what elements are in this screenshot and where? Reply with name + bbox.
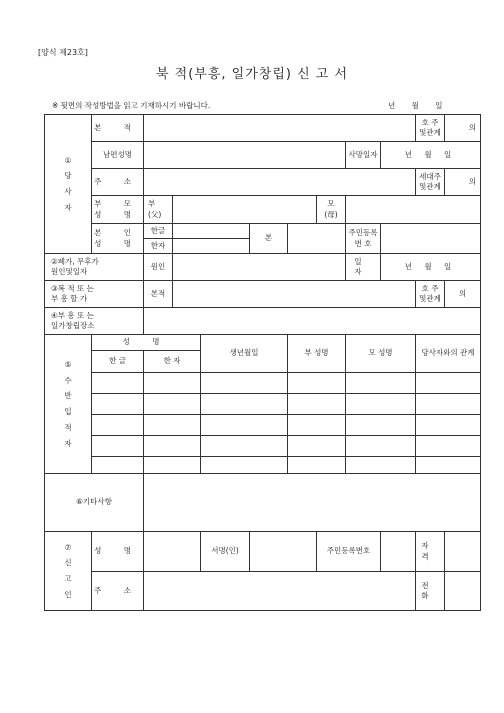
companion-hanja-cell[interactable]: [144, 373, 201, 394]
father-label: 부 (父): [144, 196, 173, 224]
reporter-sign-label: 서명(인): [201, 532, 250, 572]
companion-relation-cell[interactable]: [416, 436, 481, 457]
companion-hanja-cell[interactable]: [144, 436, 201, 457]
reporter-phone-field[interactable]: [445, 572, 481, 611]
row-parents: [45, 196, 481, 224]
person-name-label: 본 인 성 명: [92, 224, 144, 254]
companion-mother-cell[interactable]: [346, 373, 416, 394]
date-label: 일 자: [346, 254, 381, 281]
companion-hangul-cell[interactable]: [92, 457, 144, 474]
section-3-domicile-label: 본적: [144, 281, 173, 308]
companion-hangul-cell[interactable]: [92, 373, 144, 394]
section-5-label: ⑤수반입적자: [45, 335, 92, 474]
reporter-address-field[interactable]: [144, 572, 416, 611]
household-head-relation-field[interactable]: 의: [445, 115, 481, 142]
row-domicile: [45, 115, 481, 142]
death-date-label: 사망일자: [346, 142, 381, 169]
clan-origin-field[interactable]: [288, 224, 346, 254]
rrn-label: 주민등록 번 호: [346, 224, 381, 254]
companion-hangul-header: 한 글: [92, 351, 144, 373]
companion-hanja-header: 한 자: [144, 351, 201, 373]
table-row: [45, 394, 481, 415]
instruction-note: ※ 뒷면의 작성방법을 읽고 기재하시기 바랍니다.: [52, 101, 211, 110]
row-section-4: [45, 308, 481, 335]
companion-father-cell[interactable]: [288, 373, 346, 394]
row-section-6: [45, 474, 481, 532]
companion-birth-cell[interactable]: [201, 415, 288, 436]
household-head-relation-label: 호 주 및관계: [416, 115, 445, 142]
companion-father-cell[interactable]: [288, 394, 346, 415]
mother-name-field[interactable]: [346, 196, 481, 224]
companion-birth-cell[interactable]: [201, 373, 288, 394]
section-4-field[interactable]: [144, 308, 481, 335]
table-row: [45, 436, 481, 457]
cause-label: 원인: [144, 254, 173, 281]
table-row: [45, 415, 481, 436]
reporter-name-label: 성 명: [92, 532, 144, 572]
reporter-qualification-label: 자 격: [416, 532, 445, 572]
companion-birth-cell[interactable]: [201, 394, 288, 415]
companion-mother-cell[interactable]: [346, 415, 416, 436]
companion-mother-cell[interactable]: [346, 394, 416, 415]
rrn-field[interactable]: [381, 224, 481, 254]
row-section-3: [45, 281, 481, 308]
section-4-label: ④부 흥 또 는 일가창립장소: [45, 308, 144, 335]
section-3-domicile-field[interactable]: [173, 281, 416, 308]
reporter-name-field[interactable]: [144, 532, 201, 572]
section-7-label: ⑦신고인: [45, 532, 92, 611]
companion-hangul-cell[interactable]: [92, 394, 144, 415]
companion-hangul-cell[interactable]: [92, 436, 144, 457]
husband-name-field[interactable]: [144, 142, 346, 169]
husband-name-label: 남편성명: [92, 142, 144, 169]
row-section-2: [45, 254, 481, 281]
reporter-address-label: 주 소: [92, 572, 144, 611]
companion-relation-cell[interactable]: [416, 373, 481, 394]
table-row: [45, 373, 481, 394]
row-address: [45, 169, 481, 196]
row-section-7-name: [45, 532, 481, 572]
householder-relation-label: 세대주 및관계: [416, 169, 445, 196]
address-label: 주 소: [92, 169, 144, 196]
companion-mother-header: 모 성명: [346, 335, 416, 373]
date-field[interactable]: 년 월 일: [381, 254, 481, 281]
reporter-sign-field[interactable]: [250, 532, 317, 572]
domicile-field[interactable]: [144, 115, 416, 142]
cause-field[interactable]: [173, 254, 346, 281]
domicile-label: 본 적: [92, 115, 144, 142]
companion-relation-cell[interactable]: [416, 394, 481, 415]
companion-father-cell[interactable]: [288, 415, 346, 436]
reporter-rrn-label: 주민등록번호: [317, 532, 381, 572]
person-name-hangul-field[interactable]: [173, 224, 250, 239]
reporter-rrn-field[interactable]: [381, 532, 416, 572]
section-6-label: ⑥기타사항: [45, 474, 144, 532]
mother-label: 모 (母): [317, 196, 346, 224]
death-date-field[interactable]: 년 월 일: [381, 142, 481, 169]
companion-birth-cell[interactable]: [201, 457, 288, 474]
companion-hanja-cell[interactable]: [144, 457, 201, 474]
hanja-label: 한자: [144, 239, 173, 254]
companion-father-header: 부 성명: [288, 335, 346, 373]
companion-mother-cell[interactable]: [346, 436, 416, 457]
section-2-label: ②폐가, 무후가 원인및일자: [45, 254, 144, 281]
table-row: [45, 457, 481, 474]
companion-relation-cell[interactable]: [416, 457, 481, 474]
companion-father-cell[interactable]: [288, 436, 346, 457]
companion-mother-cell[interactable]: [346, 457, 416, 474]
form-number: [양식 제23호]: [38, 48, 88, 57]
householder-relation-field[interactable]: 의: [445, 169, 481, 196]
father-name-field[interactable]: [173, 196, 317, 224]
companion-birth-header: 생년월일: [201, 335, 288, 373]
reporter-phone-label: 전 화: [416, 572, 445, 611]
hangul-label: 한글: [144, 224, 173, 239]
row-spouse: [45, 142, 481, 169]
companion-relation-cell[interactable]: [416, 415, 481, 436]
section-6-field[interactable]: [144, 474, 481, 532]
report-form-table: [44, 114, 481, 611]
row-person-hangul: [45, 224, 481, 239]
companion-relation-header: 당사자와의 관계: [416, 335, 481, 373]
companion-hanja-cell[interactable]: [144, 394, 201, 415]
person-name-hanja-field[interactable]: [173, 239, 250, 254]
clan-origin-label: 본: [250, 224, 288, 254]
section-3-head-field[interactable]: 의: [445, 281, 481, 308]
parents-name-label: 부 모 성 명: [92, 196, 144, 224]
companion-birth-cell[interactable]: [201, 436, 288, 457]
reporter-qualification-field[interactable]: [445, 532, 481, 572]
companion-hanja-cell[interactable]: [144, 415, 201, 436]
row-section-7-address: [45, 572, 481, 611]
companion-hangul-cell[interactable]: [92, 415, 144, 436]
address-field[interactable]: [144, 169, 416, 196]
report-date: 년 월 일: [388, 101, 443, 110]
section-3-head-label: 호 주 및관계: [416, 281, 445, 308]
companion-name-header: 성 명: [92, 335, 201, 351]
section-3-label: ③복 적 또 는 부 흥 할 가: [45, 281, 144, 308]
form-title: 북 적(부흥, 일가창립) 신 고 서: [155, 67, 349, 82]
row-section-5-header-1: [45, 335, 481, 351]
companion-father-cell[interactable]: [288, 457, 346, 474]
section-1-label: ①당사자: [45, 115, 92, 254]
